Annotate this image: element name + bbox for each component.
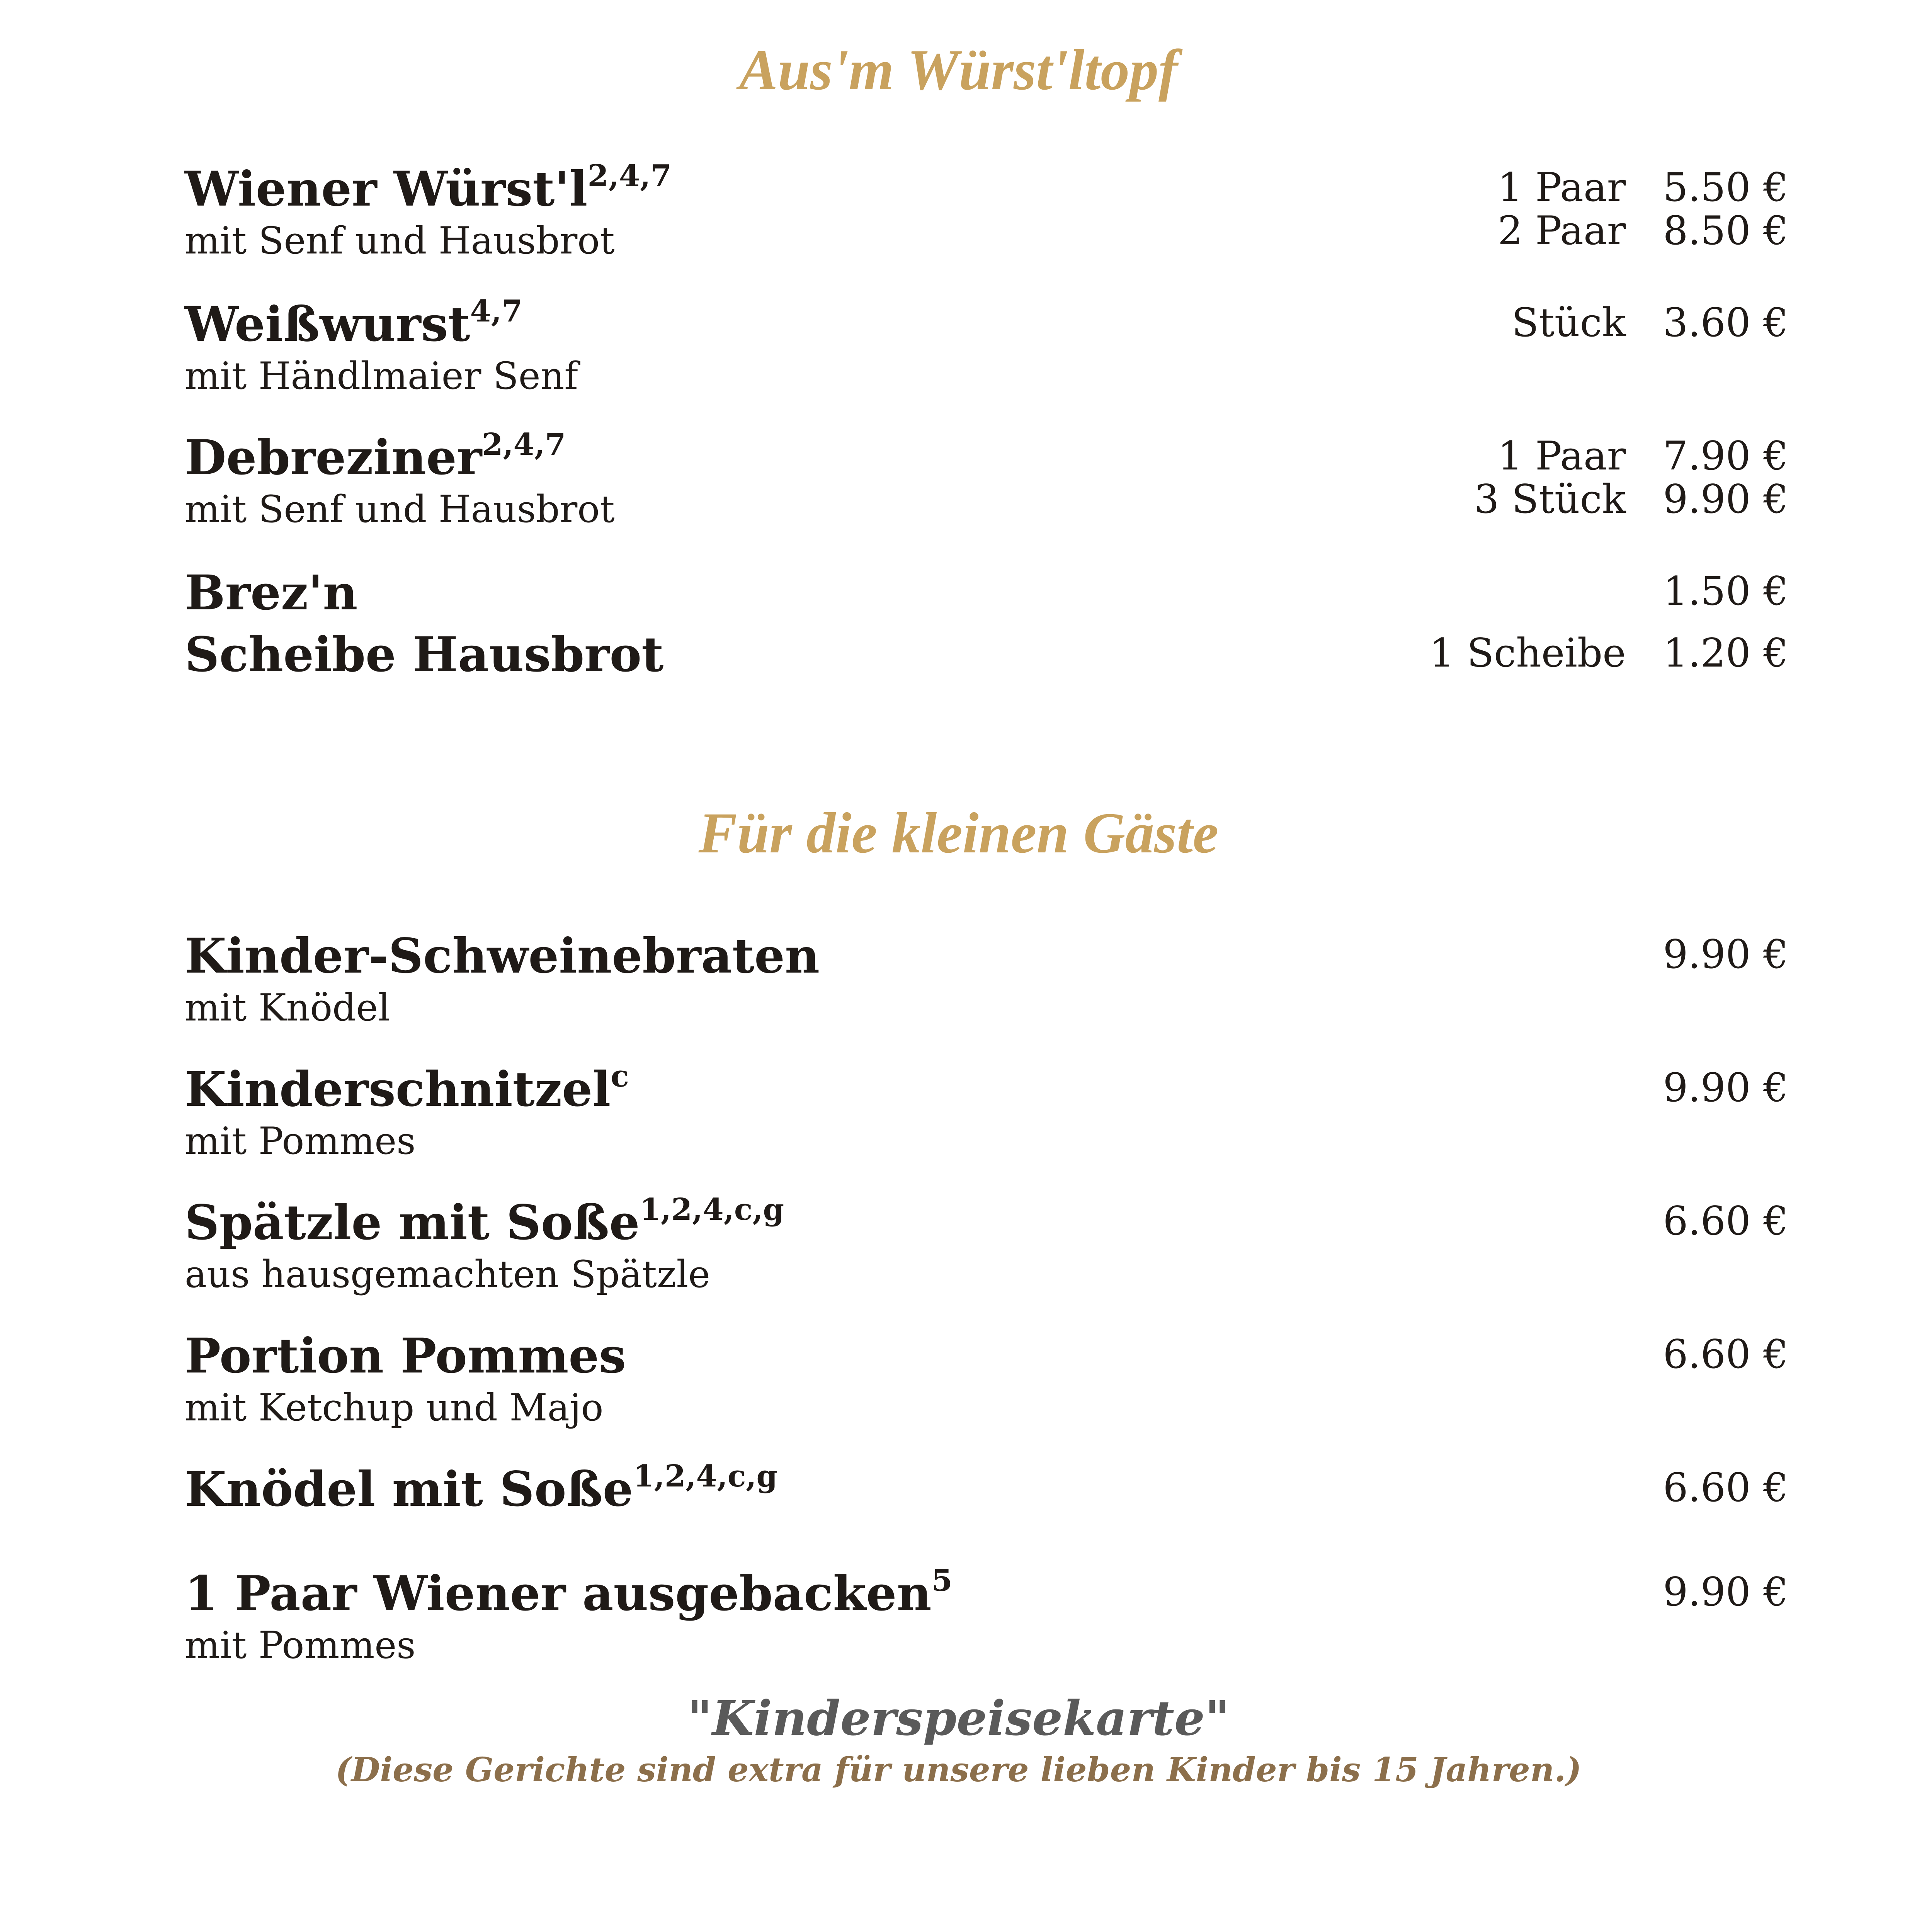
item-name: Weißwurst$^{4,7}$: [185, 294, 523, 352]
item-prices: [1663, 1200, 1788, 1243]
price-quantity: 3 Stück: [1474, 476, 1626, 522]
item-name: Spätzle mit Soße$^{1,2,4,c,g}$: [185, 1192, 784, 1251]
item-prices: [1663, 933, 1788, 976]
section-title-kids: Für die kleinen Gäste: [698, 801, 1219, 865]
price-value: 1.20 €: [1663, 630, 1788, 676]
item-name: Kinderschnitzel$^c$: [185, 1059, 629, 1117]
price-value: 9.90 €: [1663, 1569, 1788, 1615]
allergen-superscript: 1,2,4,c,g: [640, 1192, 784, 1227]
price-quantity: 1 Scheibe: [1429, 630, 1626, 676]
price-value: 8.50 €: [1663, 208, 1788, 254]
item-name: 1 Paar Wiener ausgebacken$^5$: [185, 1563, 953, 1622]
price-quantity: 2 Paar: [1497, 208, 1626, 254]
item-prices: [1512, 301, 1788, 345]
allergen-superscript: 4,7: [470, 294, 523, 329]
item-name: Knödel mit Soße$^{1,2,4,c,g}$: [185, 1459, 778, 1517]
item-description: aus hausgemachten Spätzle: [185, 1253, 710, 1296]
menu-item-weisswurst: [185, 296, 1788, 398]
item-name: Brez'n: [185, 565, 358, 621]
item-prices: [1663, 1333, 1788, 1376]
item-prices: [1474, 435, 1788, 521]
item-description: mit Händlmaier Senf: [185, 354, 578, 398]
item-name: Debreziner$^{2,4,7}$: [185, 427, 566, 486]
price-value: 1.50 €: [1663, 568, 1788, 614]
price-value: 5.50 €: [1663, 165, 1788, 211]
allergen-superscript: 1,2,4,c,g: [633, 1459, 778, 1494]
menu-item-wiener-wuerstl: [185, 160, 1788, 263]
item-description: mit Senf und Hausbrot: [185, 219, 615, 262]
menu-item-kinderschnitzel: [185, 1061, 1788, 1163]
item-prices: [1663, 1066, 1788, 1110]
price-value: 6.60 €: [1663, 1332, 1788, 1378]
allergen-superscript: 5: [931, 1563, 953, 1598]
item-prices: [1663, 1571, 1788, 1614]
menu-item-kinder-schweinebraten: [185, 927, 1788, 1030]
menu-item-portion-pommes: [185, 1327, 1788, 1430]
menu-item-hausbrot: [185, 626, 1788, 684]
menu-item-knoedel: [185, 1461, 1788, 1519]
section-title-wurst: Aus'm Würst'ltopf: [739, 38, 1178, 102]
price-value: 3.60 €: [1663, 300, 1788, 346]
item-description: mit Senf und Hausbrot: [185, 488, 615, 531]
kids-menu-title: "Kinderspeisekarte": [687, 1690, 1230, 1747]
item-description: mit Pommes: [185, 1624, 416, 1667]
price-value: 6.60 €: [1663, 1465, 1788, 1511]
item-name: Kinder-Schweinebraten: [185, 928, 820, 984]
price-quantity: Stück: [1512, 300, 1626, 346]
price-value: 7.90 €: [1663, 433, 1788, 479]
item-prices: [1663, 1466, 1788, 1510]
item-prices: [1663, 570, 1788, 613]
allergen-superscript: 2,4,7: [587, 158, 672, 194]
item-name: Portion Pommes: [185, 1328, 626, 1384]
item-prices: [1429, 632, 1788, 675]
item-description: mit Pommes: [185, 1119, 416, 1163]
item-description: mit Ketchup und Majo: [185, 1386, 604, 1429]
item-name: Wiener $Würst'l^{2,4,7}$: [185, 158, 672, 217]
price-value: 9.90 €: [1663, 476, 1788, 522]
price-quantity: 1 Paar: [1497, 433, 1626, 479]
menu-item-debreziner: [185, 429, 1788, 532]
menu-item-brezn: [185, 564, 1788, 622]
allergen-superscript: c: [611, 1059, 629, 1094]
price-value: 9.90 €: [1663, 932, 1788, 978]
price-value: 9.90 €: [1663, 1065, 1788, 1111]
allergen-superscript: 2,4,7: [482, 427, 566, 462]
price-quantity: 1 Paar: [1497, 165, 1626, 211]
item-name: Scheibe Hausbrot: [185, 627, 664, 683]
menu-item-wiener-ausgebacken: [185, 1565, 1788, 1668]
menu-item-spaetzle: [185, 1194, 1788, 1297]
item-description: mit Knödel: [185, 986, 390, 1029]
kids-menu-subtitle: (Diese Gerichte sind extra für unsere lieben Kinder bis 15 Jahren.): [335, 1750, 1582, 1789]
price-value: 6.60 €: [1663, 1198, 1788, 1244]
item-prices: [1498, 166, 1788, 253]
